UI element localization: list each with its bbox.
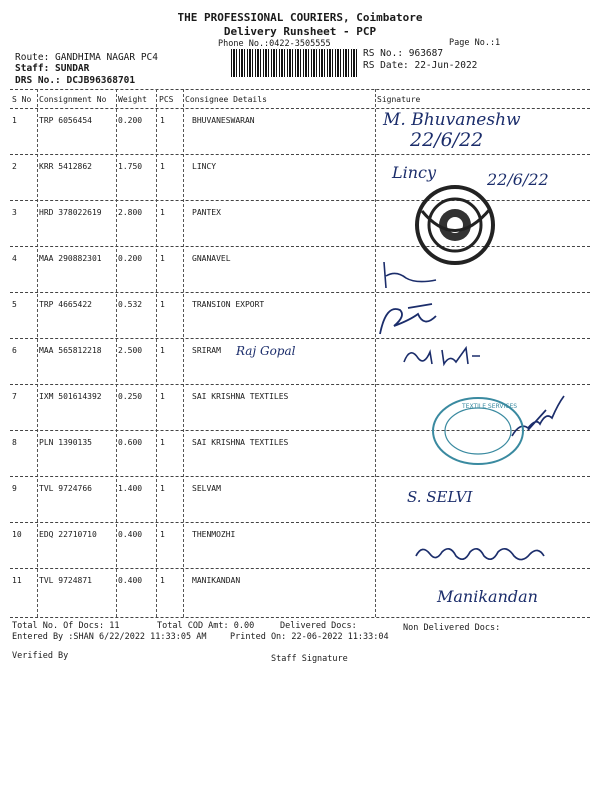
column-divider <box>116 89 117 617</box>
cell-consignee: BHUVANESWARAN <box>192 116 255 125</box>
cell-weight: 1.750 <box>118 162 143 171</box>
row-divider <box>10 522 590 523</box>
column-header-consignment: Consignment No <box>39 95 107 104</box>
cell-consignee: SAI KRISHNA TEXTILES <box>192 392 289 401</box>
table-bottom-border <box>10 617 590 618</box>
row-divider <box>10 154 590 155</box>
cell-sno: 1 <box>12 116 17 125</box>
cell-sno: 4 <box>12 254 17 263</box>
rs-number: RS No.: 963687 <box>363 48 444 59</box>
row-divider <box>10 476 590 477</box>
cell-consignee: PANTEX <box>192 208 221 217</box>
cell-pcs: 1 <box>160 300 165 309</box>
cell-weight: 2.800 <box>118 208 143 217</box>
non-delivered-docs: Non Delivered Docs: <box>403 623 501 633</box>
cell-pcs: 1 <box>160 116 165 125</box>
cell-consignee: GNANAVEL <box>192 254 231 263</box>
column-divider <box>156 89 157 617</box>
cell-weight: 1.400 <box>118 484 143 493</box>
cell-weight: 0.200 <box>118 254 143 263</box>
signature-row10 <box>412 538 552 573</box>
cell-sno: 6 <box>12 346 17 355</box>
column-header-sno: S No <box>12 95 32 104</box>
staff-signature: Staff Signature <box>271 654 348 664</box>
cell-weight: 0.250 <box>118 392 143 401</box>
cell-consignment: TRP 4665422 <box>39 300 92 309</box>
printed-on: Printed On: 22-06-2022 11:33:04 <box>230 632 389 642</box>
cell-sno: 8 <box>12 438 17 447</box>
signature-row11: Manikandan <box>437 587 538 606</box>
cell-pcs: 1 <box>160 438 165 447</box>
cell-consignment: IXM 501614392 <box>39 392 102 401</box>
row-divider <box>10 246 590 247</box>
cell-weight: 0.200 <box>118 116 143 125</box>
cell-consignment: MAA 565812218 <box>39 346 102 355</box>
total-docs: Total No. Of Docs: 11 <box>12 621 120 631</box>
cell-consignment: HRD 378022619 <box>39 208 102 217</box>
cell-pcs: 1 <box>160 484 165 493</box>
cell-consignee: SRIRAM <box>192 346 221 355</box>
cell-consignee: SELVAM <box>192 484 221 493</box>
cell-pcs: 1 <box>160 208 165 217</box>
cell-consignee: MANIKANDAN <box>192 576 241 585</box>
cell-sno: 10 <box>12 530 22 539</box>
cell-consignment: TVL 9724871 <box>39 576 92 585</box>
handwritten-note-row6: Raj Gopal <box>236 344 296 358</box>
column-header-signature: Signature <box>377 95 421 104</box>
signature-row1-date: 22/6/22 <box>410 129 484 151</box>
cell-pcs: 1 <box>160 576 165 585</box>
rs-date: RS Date: 22-Jun-2022 <box>363 60 478 71</box>
phone-number: Phone No.:0422-3505555 <box>218 39 331 49</box>
column-header-pcs: PCS <box>159 95 174 104</box>
cell-pcs: 1 <box>160 392 165 401</box>
row-divider <box>10 292 590 293</box>
barcode <box>231 49 358 77</box>
cell-weight: 0.600 <box>118 438 143 447</box>
cell-pcs: 1 <box>160 346 165 355</box>
column-divider <box>375 89 376 617</box>
signature-row9: S. SELVI <box>407 488 473 506</box>
signature-row2-date: 22/6/22 <box>487 170 549 189</box>
cell-pcs: 1 <box>160 530 165 539</box>
rubber-stamp-row3 <box>410 181 500 269</box>
table-header-border <box>10 108 590 109</box>
stamp-textile-services-text: TEXTILE SERVICES <box>462 403 518 410</box>
entered-by: Entered By :SHAN 6/22/2022 11:33:05 AM <box>12 632 207 642</box>
company-name: THE PROFESSIONAL COURIERS, Coimbatore <box>177 11 423 24</box>
cell-consignee: THENMOZHI <box>192 530 236 539</box>
row-divider <box>10 338 590 339</box>
signature-row5 <box>374 296 454 346</box>
row-divider <box>10 200 590 201</box>
cell-sno: 3 <box>12 208 17 217</box>
cell-consignment: TVL 9724766 <box>39 484 92 493</box>
signature-row2: Lincy <box>392 163 437 182</box>
cell-pcs: 1 <box>160 254 165 263</box>
cell-consignment: EDQ 22710710 <box>39 530 97 539</box>
staff-label: Staff: SUNDAR <box>15 63 90 74</box>
delivered-docs: Delivered Docs: <box>280 621 357 631</box>
column-header-consignee: Consignee Details <box>185 95 267 104</box>
column-divider <box>183 89 184 617</box>
drs-number: DRS No.: DCJB96368701 <box>15 75 136 86</box>
cell-consignment: KRR 5412862 <box>39 162 92 171</box>
signature-row1: M. Bhuvaneshw <box>383 110 521 130</box>
cell-pcs: 1 <box>160 162 165 171</box>
signature-row6 <box>400 342 490 372</box>
cell-weight: 0.400 <box>118 530 143 539</box>
cell-sno: 9 <box>12 484 17 493</box>
cell-sno: 7 <box>12 392 17 401</box>
cell-consignment: MAA 290882301 <box>39 254 102 263</box>
cell-weight: 0.532 <box>118 300 143 309</box>
table-top-border <box>10 89 590 90</box>
cell-sno: 2 <box>12 162 17 171</box>
column-header-weight: Weight <box>118 95 147 104</box>
cell-consignment: TRP 6056454 <box>39 116 92 125</box>
row-divider <box>10 384 590 385</box>
cell-consignee: LINCY <box>192 162 217 171</box>
column-divider <box>37 89 38 617</box>
route-label: Route: GANDHIMA NAGAR PC4 <box>15 52 158 63</box>
cell-consignment: PLN 1390135 <box>39 438 92 447</box>
cell-consignee: TRANSION EXPORT <box>192 300 265 309</box>
total-cod-amount: Total COD Amt: 0.00 <box>157 621 255 631</box>
document-title: Delivery Runsheet - PCP <box>223 25 377 38</box>
cell-consignee: SAI KRISHNA TEXTILES <box>192 438 289 447</box>
cell-sno: 11 <box>12 576 22 585</box>
verified-by: Verified By <box>12 651 69 661</box>
cell-weight: 2.500 <box>118 346 143 355</box>
page-number: Page No.:1 <box>449 38 501 48</box>
cell-weight: 0.400 <box>118 576 143 585</box>
cell-sno: 5 <box>12 300 17 309</box>
